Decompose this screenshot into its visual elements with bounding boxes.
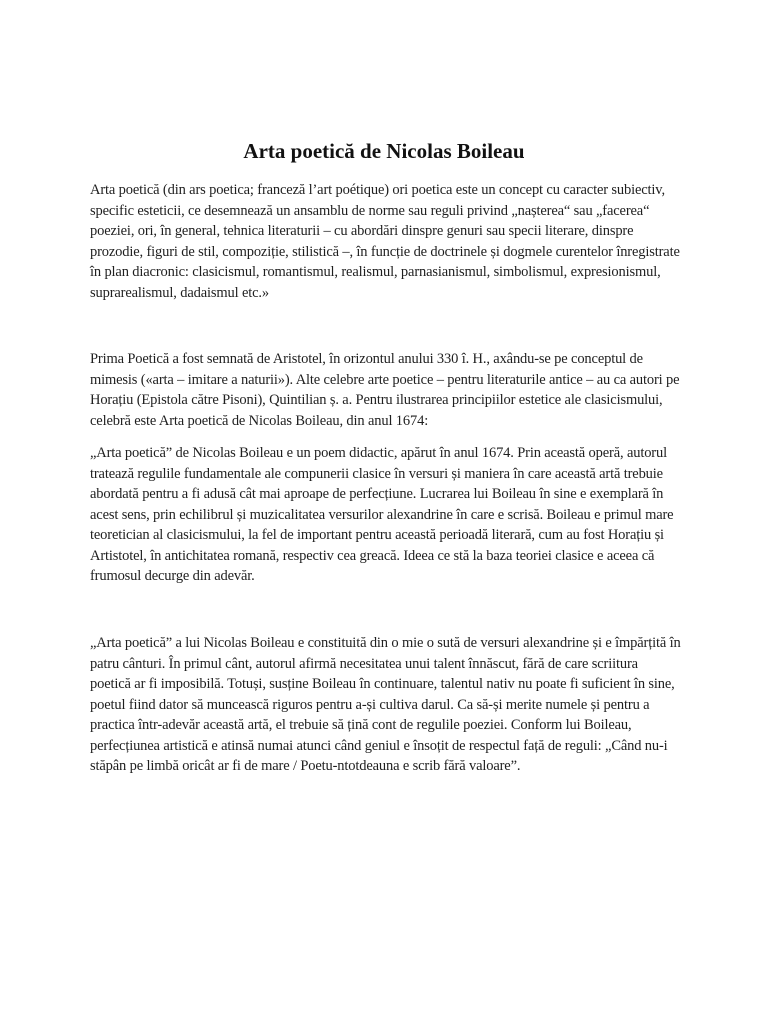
document-title: Arta poetică de Nicolas Boileau (243, 139, 525, 163)
paragraph-structure: „Arta poetică” a lui Nicolas Boileau e constituită din o mie o sută de versuri alexandrine și e împărțită în patru cânturi. În primul cânt, autorul afirmă necesitatea unui talent înnăscut, fără de care scriitura poetică ar fi imposibilă. Totuși, susține Boileau în continuare, talentul nativ nu poate fi suficient în sine, poetul fiind dator să muncească riguros pentru a-și cultiva darul. Ca să-și merite numele și pentru a practica într-adevăr această artă, el trebuie să țină cont de regulile poeziei. Conform lui Boileau, perfecțiunea artistică e atinsă numai atunci când geniul e însoțit de respectul față de reguli: „Când nu-i stăpân pe limbă oricât ar fi de mare / Poetu-ntotdeauna e scrib fără valoare”. (90, 635, 681, 774)
paragraph-definition: Arta poetică (din ars poetica; franceză l’art poétique) ori poetica este un concept cu caracter subiectiv, specific esteticii, ce desemnează un ansamblu de norme sau reguli privind „nașterea“ sau „facerea“ poeziei, ori, în general, tehnica literaturii – cu abordări dinspre genuri sau specii literare, dinspre prozodie, figuri de stil, compoziție, stilistică –, în funcție de doctrinele și dogmele curentelor înregistrate în plan diacronic: clasicismul, romantismul, realismul, parnasianismul, simbolismul, expresionismul, suprarealismul, dadaismul etc.» (90, 182, 680, 301)
paragraph-boileau-poem: „Arta poetică” de Nicolas Boileau e un poem didactic, apărut în anul 1674. Prin această operă, autorul tratează regulile fundamentale ale compunerii clasice în versuri și maniera în care această artă trebuie abordată pentru a fi adusă cât mai aproape de perfecțiune. Lucrarea lui Boileau în sine e exemplară în acest sens, prin echilibrul și muzicalitatea versurilor alexandrine în care e scrisă. Boileau e primul mare teoretician al clasicismului, la fel de important pentru această perioadă literară, cum au fost Horațiu și Artistotel, în antichitatea romană, respectiv cea greacă. Ideea ce stă la baza teoriei clasice e aceea că frumosul decurge din adevăr. (90, 445, 674, 584)
paragraph-history: Prima Poetică a fost semnată de Aristotel, în orizontul anului 330 î. H., axându-se pe conceptul de mimesis («arta – imitare a naturii»). Alte celebre arte poetice – pentru literaturile antice – au ca autori pe Horațiu (Epistola către Pisoni), Quintilian ș. a. Pentru ilustrarea principiilor estetice ale clasicismului, celebră este Arta poetică de Nicolas Boileau, din anul 1674: (90, 351, 680, 429)
